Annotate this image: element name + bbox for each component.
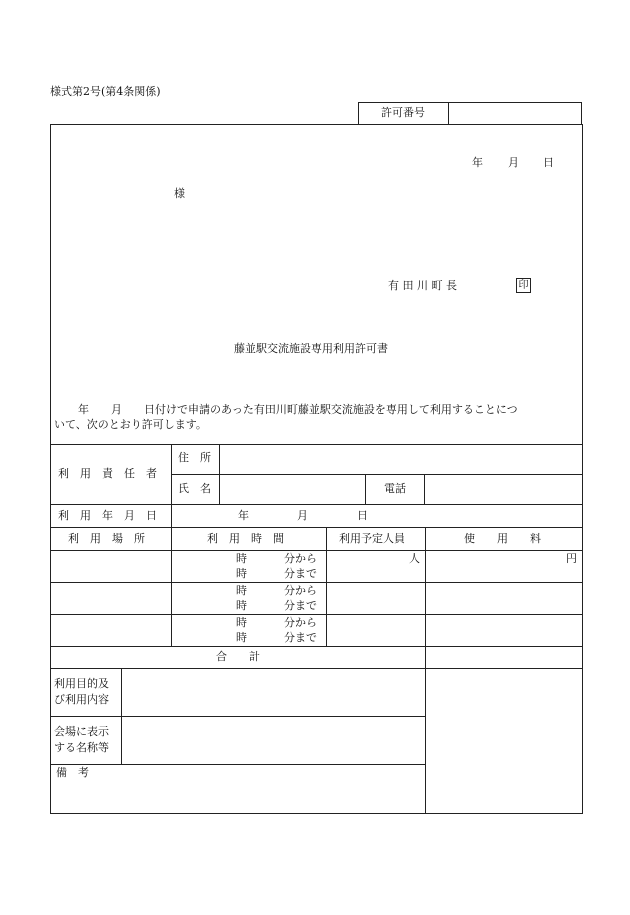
column-fee: 使 用 料 xyxy=(464,532,541,545)
total-field[interactable] xyxy=(426,647,581,667)
usage-date-label: 利 用 年 月 日 xyxy=(58,509,157,522)
phone-label: 電話 xyxy=(384,482,406,495)
purpose-field[interactable] xyxy=(122,669,424,715)
purpose-label-line-1: 利用目的及 xyxy=(54,677,109,690)
responsible-person-label: 利 用 責 任 者 xyxy=(58,467,157,480)
row3-until-hour: 時 xyxy=(236,631,247,644)
row1-fee-unit: 円 xyxy=(566,552,577,565)
row3-hour: 時 xyxy=(236,616,247,629)
permit-number-field[interactable] xyxy=(450,103,581,123)
usage-date-day: 日 xyxy=(357,509,368,522)
usage-date-year: 年 xyxy=(238,509,249,522)
date-month: 月 xyxy=(508,156,519,169)
name-field[interactable] xyxy=(221,476,364,503)
body-text-line-1: 年 月 日付けで申請のあった有田川町藤並駅交流施設を専用して利用することにつ xyxy=(78,403,518,416)
remarks-field[interactable] xyxy=(51,780,424,813)
column-place: 利 用 場 所 xyxy=(68,532,145,545)
row2-until-hour: 時 xyxy=(236,599,247,612)
address-field[interactable] xyxy=(221,446,581,473)
form-label: 様式第2号(第4条関係) xyxy=(50,85,161,98)
name-label: 氏 名 xyxy=(178,482,211,495)
address-label: 住 所 xyxy=(178,451,211,464)
total-label: 合 計 xyxy=(216,650,260,663)
issuer-title: 有 田 川 町 長 xyxy=(388,279,457,292)
row3-until: 分まで xyxy=(284,631,317,644)
row1-until: 分まで xyxy=(284,567,317,580)
usage-date-month: 月 xyxy=(297,509,308,522)
body-text-line-2: いて、次のとおり許可します。 xyxy=(54,418,207,431)
row3-from: 分から xyxy=(284,616,317,629)
permit-number-label: 許可番号 xyxy=(381,106,425,119)
column-people: 利用予定人員 xyxy=(339,532,405,545)
row2-from: 分から xyxy=(284,584,317,597)
row1-until-hour: 時 xyxy=(236,567,247,580)
column-time: 利 用 時 間 xyxy=(207,532,284,545)
row2-until: 分まで xyxy=(284,599,317,612)
date-day: 日 xyxy=(543,156,554,169)
document-title: 藤並駅交流施設専用利用許可書 xyxy=(234,342,388,355)
row1-people-unit: 人 xyxy=(409,552,420,565)
seal-mark: 印 xyxy=(516,278,531,293)
phone-field[interactable] xyxy=(426,476,581,503)
row1-from: 分から xyxy=(284,552,317,565)
display-name-label-line-2: する名称等 xyxy=(54,741,109,754)
display-name-label-line-1: 会場に表示 xyxy=(54,725,109,738)
remarks-label: 備 考 xyxy=(56,766,89,779)
display-name-field[interactable] xyxy=(122,717,424,763)
purpose-label-line-2: び利用内容 xyxy=(54,693,109,706)
date-year: 年 xyxy=(472,156,483,169)
row1-hour: 時 xyxy=(236,552,247,565)
row2-hour: 時 xyxy=(236,584,247,597)
addressee-suffix: 様 xyxy=(174,187,185,200)
